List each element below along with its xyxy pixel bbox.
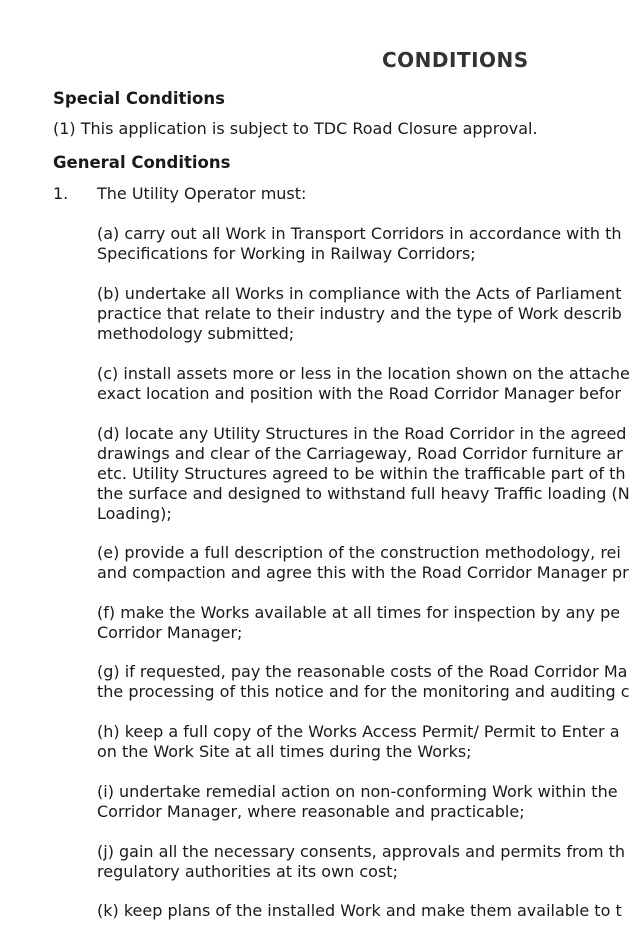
special-condition-1: (1) This application is subject to TDC Road Closure approval. <box>53 119 538 138</box>
condition-line: (k) keep plans of the installed Work and make them available to t <box>97 901 622 920</box>
condition-line: exact location and position with the Road Corridor Manager befor <box>97 384 621 403</box>
condition-line: Specifications for Working in Railway Corridors; <box>97 244 476 263</box>
condition-line: and compaction and agree this with the Road Corridor Manager pr <box>97 563 629 582</box>
condition-line: the surface and designed to withstand full heavy Traffic loading (N <box>97 484 630 503</box>
condition-j <box>97 842 625 882</box>
page-title: CONDITIONS <box>382 48 529 72</box>
condition-line: (b) undertake all Works in compliance with the Acts of Parliament <box>97 284 622 303</box>
condition-g <box>97 662 630 702</box>
condition-f <box>97 603 620 643</box>
condition-line: Corridor Manager, where reasonable and practicable; <box>97 802 525 821</box>
condition-i <box>97 782 618 822</box>
condition-e <box>97 543 629 583</box>
special-conditions-heading: Special Conditions <box>53 89 225 108</box>
condition-line: (i) undertake remedial action on non-conforming Work within the <box>97 782 618 801</box>
condition-a <box>97 224 622 264</box>
condition-line: Corridor Manager; <box>97 623 243 642</box>
condition-line: (d) locate any Utility Structures in the Road Corridor in the agreed <box>97 424 627 443</box>
condition-line: methodology submitted; <box>97 324 295 343</box>
item-intro: The Utility Operator must: <box>97 184 307 203</box>
condition-line: practice that relate to their industry and the type of Work describ <box>97 304 622 323</box>
condition-line: (e) provide a full description of the construction methodology, rei <box>97 543 621 562</box>
condition-line: (c) install assets more or less in the location shown on the attache <box>97 364 630 383</box>
condition-line: (f) make the Works available at all times for inspection by any pe <box>97 603 621 622</box>
condition-k <box>97 901 622 921</box>
condition-h <box>97 722 620 762</box>
condition-line: the processing of this notice and for the monitoring and auditing c <box>97 682 630 701</box>
condition-line: etc. Utility Structures agreed to be within the trafficable part of th <box>97 464 626 483</box>
item-number: 1. <box>53 184 69 203</box>
condition-d <box>97 424 630 524</box>
general-conditions-heading: General Conditions <box>53 153 231 172</box>
condition-b <box>97 284 622 344</box>
condition-line: (g) if requested, pay the reasonable costs of the Road Corridor Ma <box>97 662 628 681</box>
condition-line: (j) gain all the necessary consents, approvals and permits from th <box>97 842 626 861</box>
condition-line: regulatory authorities at its own cost; <box>97 862 398 881</box>
condition-c <box>97 364 630 404</box>
condition-line: on the Work Site at all times during the Works; <box>97 742 472 761</box>
condition-line: drawings and clear of the Carriageway, Road Corridor furniture ar <box>97 444 623 463</box>
condition-line: (h) keep a full copy of the Works Access Permit/ Permit to Enter a <box>97 722 620 741</box>
condition-line: (a) carry out all Work in Transport Corridors in accordance with th <box>97 224 622 243</box>
condition-line: Loading); <box>97 504 172 523</box>
